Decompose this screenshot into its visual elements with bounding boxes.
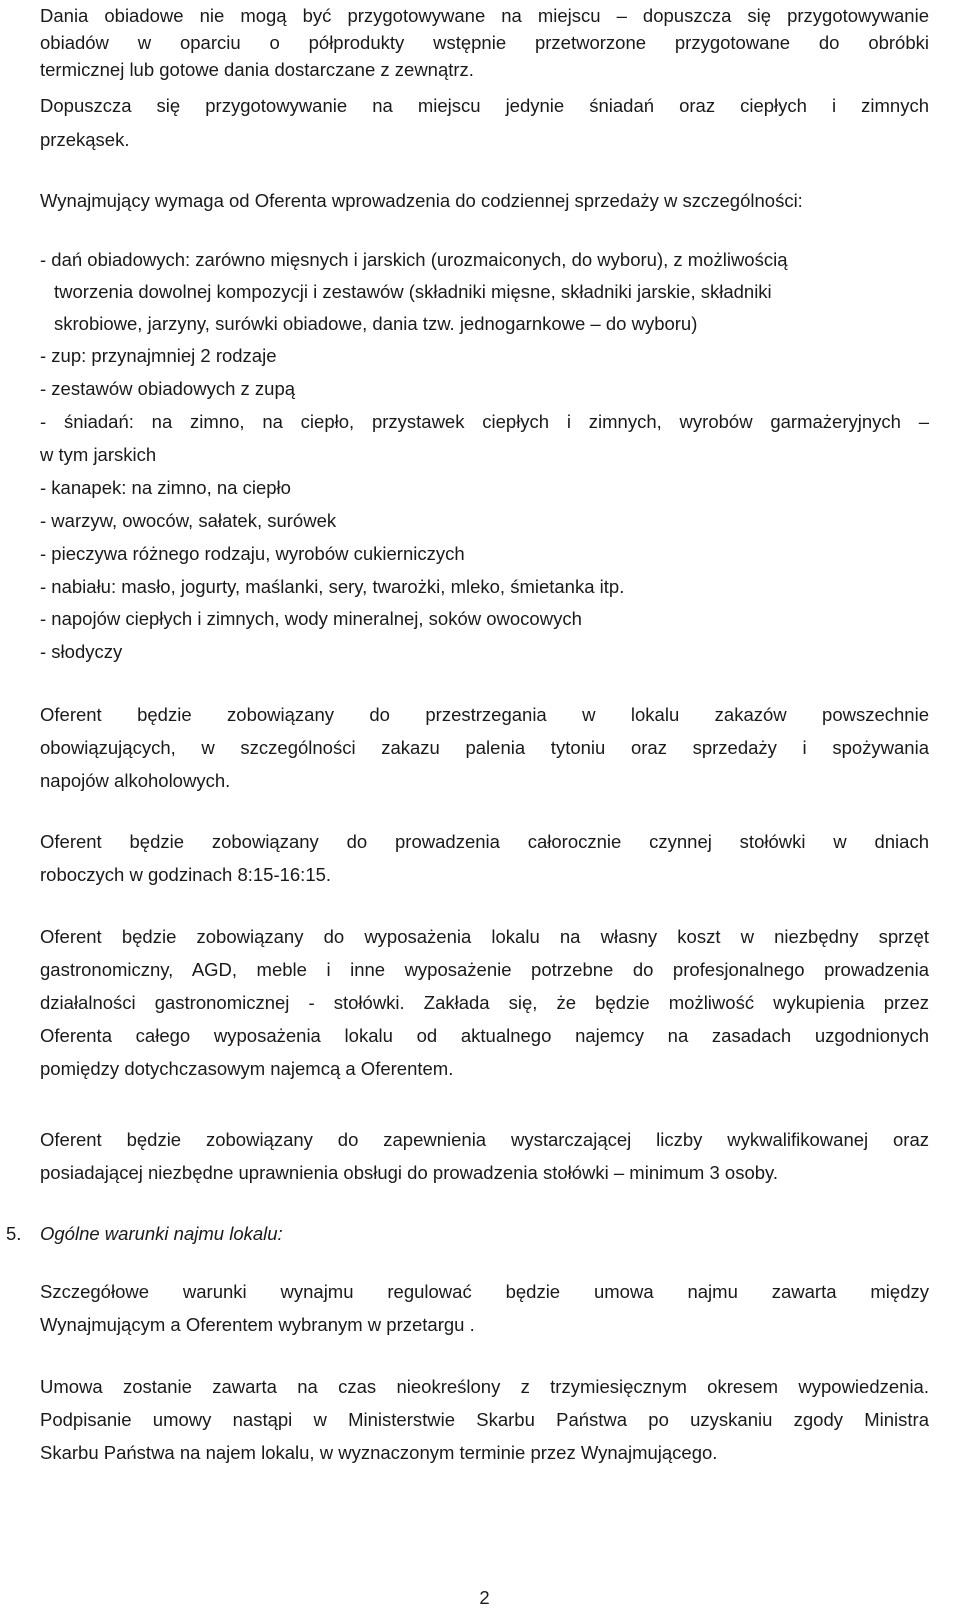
list-item-1-line-1: - dań obiadowych: zarówno mięsnych i jarskich (urozmaiconych, do wyboru), z możliwością — [40, 249, 788, 270]
prohibition-line-2: obowiązujących, w szczególności zakazu palenia tytoniu oraz sprzedaży i spożywania — [40, 737, 929, 758]
list-item-10: - słodyczy — [40, 641, 123, 662]
term-line-2: Podpisanie umowy nastąpi w Ministerstwie Skarbu Państwa po uzyskaniu zgody Ministra — [40, 1409, 929, 1430]
list-item-8: - nabiału: masło, jogurty, maślanki, sery, twarożki, mleko, śmietanka itp. — [40, 576, 625, 597]
requirement-intro: Wynajmujący wymaga od Oferenta wprowadzenia do codziennej sprzedaży w szczególności: — [40, 190, 803, 211]
hours-line-2: roboczych w godzinach 8:15-16:15. — [40, 864, 332, 885]
list-item-1-line-3: skrobiowe, jarzyny, surówki obiadowe, dania tzw. jednogarnkowe – do wyboru) — [54, 313, 698, 334]
intro-line-3: termicznej lub gotowe dania dostarczane z zewnątrz. — [40, 59, 474, 80]
contract-line-2: Wynajmującym a Oferentem wybranym w przetargu . — [40, 1314, 475, 1335]
prohibition-line-3: napojów alkoholowych. — [40, 770, 231, 791]
list-item-4-line-1: - śniadań: na zimno, na ciepło, przystawek ciepłych i zimnych, wyrobów garmażeryjnych – — [40, 411, 929, 432]
list-item-6: - warzyw, owoców, sałatek, surówek — [40, 510, 337, 531]
intro-line-2: obiadów w oparciu o półprodukty wstępnie przetworzone przygotowane do obróbki — [40, 32, 929, 53]
equipment-line-2: gastronomiczny, AGD, meble i inne wyposażenie potrzebne do profesjonalnego prowadzenia — [40, 959, 929, 980]
list-item-4-line-2: w tym jarskich — [40, 444, 157, 465]
hours-line-1: Oferent będzie zobowiązany do prowadzenia całorocznie czynnej stołówki w dniach — [40, 831, 929, 852]
list-item-7: - pieczywa różnego rodzaju, wyrobów cukierniczych — [40, 543, 465, 564]
list-item-9: - napojów ciepłych i zimnych, wody mineralnej, soków owocowych — [40, 608, 582, 629]
staff-line-2: posiadającej niezbędne uprawnienia obsługi do prowadzenia stołówki – minimum 3 osoby. — [40, 1162, 779, 1183]
list-item-2: - zup: przynajmniej 2 rodzaje — [40, 345, 277, 366]
prohibition-line-1: Oferent będzie zobowiązany do przestrzegania w lokalu zakazów powszechnie — [40, 704, 929, 725]
staff-line-1: Oferent będzie zobowiązany do zapewnienia wystarczającej liczby wykwalifikowanej oraz — [40, 1129, 929, 1150]
page-number: 2 — [479, 1587, 490, 1608]
equipment-line-4: Oferenta całego wyposażenia lokalu od aktualnego najemcy na zasadach uzgodnionych — [40, 1025, 929, 1046]
term-line-3: Skarbu Państwa na najem lokalu, w wyznaczonym terminie przez Wynajmującego. — [40, 1442, 718, 1463]
equipment-line-5: pomiędzy dotychczasowym najemcą a Oferentem. — [40, 1058, 454, 1079]
equipment-line-1: Oferent będzie zobowiązany do wyposażenia lokalu na własny koszt w niezbędny sprzęt — [40, 926, 929, 947]
equipment-line-3: działalności gastronomicznej - stołówki. Zakłada się, że będzie możliwość wykupienia przez — [40, 992, 929, 1013]
section-number: 5. — [6, 1223, 22, 1244]
term-line-1: Umowa zostanie zawarta na czas nieokreślony z trzymiesięcznym okresem wypowiedzenia. — [40, 1376, 929, 1397]
list-item-5: - kanapek: na zimno, na ciepło — [40, 477, 291, 498]
list-item-1-line-2: tworzenia dowolnej kompozycji i zestawów (składniki mięsne, składniki jarskie, składniki — [54, 281, 772, 302]
contract-line-1: Szczegółowe warunki wynajmu regulować będzie umowa najmu zawarta między — [40, 1281, 929, 1302]
intro-line-5: przekąsek. — [40, 129, 130, 150]
list-item-3: - zestawów obiadowych z zupą — [40, 378, 296, 399]
intro-line-4: Dopuszcza się przygotowywanie na miejscu jedynie śniadań oraz ciepłych i zimnych — [40, 95, 929, 116]
section-title: Ogólne warunki najmu lokalu: — [40, 1223, 283, 1244]
intro-line-1: Dania obiadowe nie mogą być przygotowywane na miejscu – dopuszcza się przygotowywanie — [40, 5, 929, 26]
